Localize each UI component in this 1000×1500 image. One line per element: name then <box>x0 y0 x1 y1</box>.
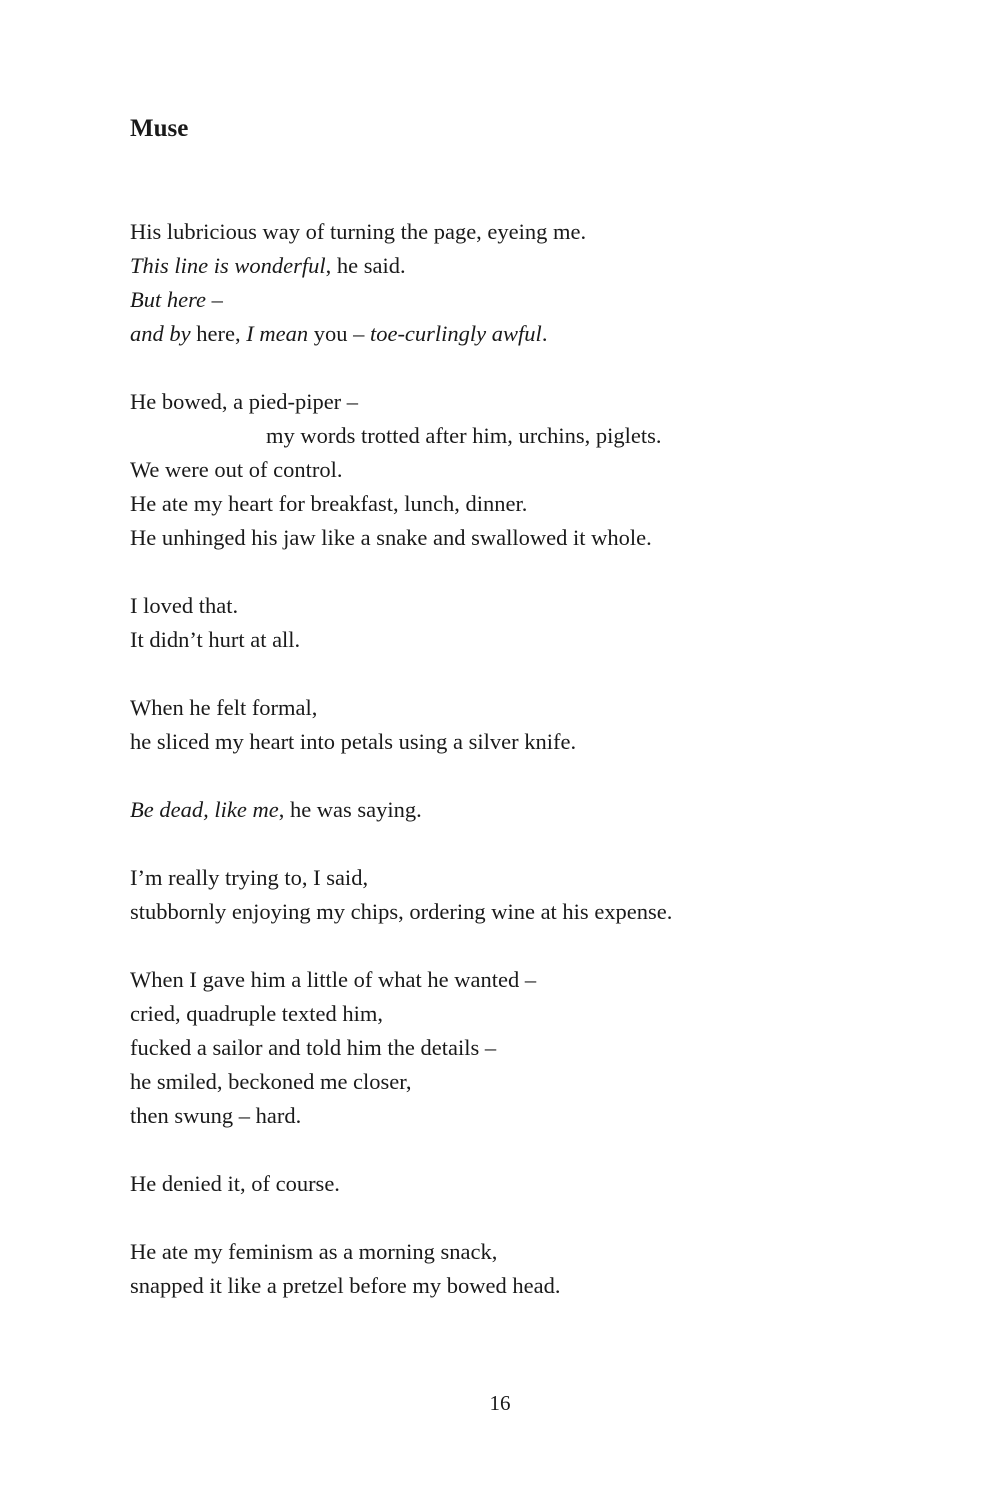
poem-line <box>130 1031 910 1065</box>
italic-text: I mean <box>246 321 309 346</box>
italic-text: Be dead, like me <box>130 797 279 822</box>
poem-title: Muse <box>130 115 189 142</box>
italic-text: But here – <box>130 287 223 312</box>
poem-line <box>130 1167 910 1201</box>
poem-body <box>130 215 910 1303</box>
line-text: my words trotted after him, urchins, piglets. <box>266 423 662 448</box>
poem-line <box>130 861 910 895</box>
italic-text: and by <box>130 321 191 346</box>
line-text: When he felt formal, <box>130 695 318 720</box>
line-text: He denied it, of course. <box>130 1171 340 1196</box>
stanza-break <box>130 351 910 385</box>
poem-line <box>130 725 910 759</box>
poem-line <box>130 249 910 283</box>
line-text: His lubricious way of turning the page, eyeing me. <box>130 219 587 244</box>
poem-line <box>130 419 910 453</box>
line-text: He ate my heart for breakfast, lunch, dinner. <box>130 491 528 516</box>
poem-line <box>130 963 910 997</box>
stanza-break <box>130 827 910 861</box>
poem-line <box>130 895 910 929</box>
poem-line <box>130 691 910 725</box>
poem-line <box>130 1065 910 1099</box>
line-text: he smiled, beckoned me closer, <box>130 1069 412 1094</box>
line-text: fucked a sailor and told him the details – <box>130 1035 497 1060</box>
poem-line <box>130 283 910 317</box>
poem-line <box>130 317 910 351</box>
poem-line <box>130 793 910 827</box>
line-text: he sliced my heart into petals using a silver knife. <box>130 729 577 754</box>
line-text: , he was saying. <box>278 797 422 822</box>
poem-line <box>130 623 910 657</box>
line-text: We were out of control. <box>130 457 343 482</box>
italic-text: toe-curlingly awful <box>369 321 542 346</box>
poem-line <box>130 1099 910 1133</box>
poem-line <box>130 589 910 623</box>
italic-text: This line is wonderful <box>130 253 326 278</box>
stanza-break <box>130 929 910 963</box>
stanza-break <box>130 759 910 793</box>
poem-line <box>130 453 910 487</box>
line-text: you – <box>308 321 370 346</box>
line-text: He unhinged his jaw like a snake and swallowed it whole. <box>130 525 652 550</box>
line-text: When I gave him a little of what he wanted – <box>130 967 537 992</box>
line-text: cried, quadruple texted him, <box>130 1001 384 1026</box>
poem-line <box>130 385 910 419</box>
line-text: then swung – hard. <box>130 1103 302 1128</box>
stanza-break <box>130 657 910 691</box>
poem-line <box>130 521 910 555</box>
line-text: snapped it like a pretzel before my bowed head. <box>130 1273 561 1298</box>
stanza-break <box>130 1133 910 1167</box>
line-text: I’m really trying to, I said, <box>130 865 369 890</box>
line-text: He ate my feminism as a morning snack, <box>130 1239 498 1264</box>
poem-line <box>130 487 910 521</box>
page-number: 16 <box>489 1391 511 1415</box>
line-text: He bowed, a pied-piper – <box>130 389 359 414</box>
poem-line <box>130 215 910 249</box>
line-text: stubbornly enjoying my chips, ordering wine at his expense. <box>130 899 673 924</box>
line-text: I loved that. <box>130 593 239 618</box>
poem-line <box>130 1269 910 1303</box>
poem-line <box>130 1235 910 1269</box>
line-text: , he said. <box>325 253 406 278</box>
poem-line <box>130 997 910 1031</box>
stanza-break <box>130 555 910 589</box>
line-text: here, <box>190 321 247 346</box>
stanza-break <box>130 1201 910 1235</box>
line-text: It didn’t hurt at all. <box>130 627 301 652</box>
line-text: . <box>541 321 548 346</box>
